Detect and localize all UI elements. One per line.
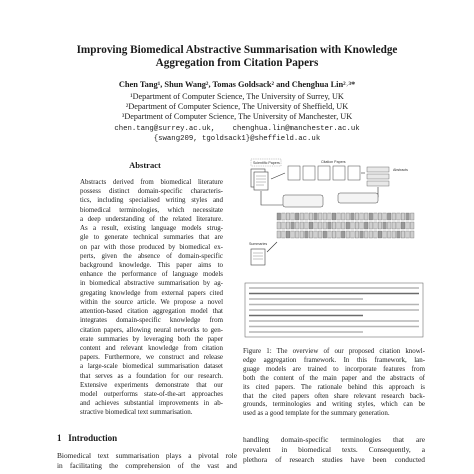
title-line-2: Aggregation from Citation Papers (155, 57, 319, 69)
affiliations (40, 92, 434, 123)
abstract-line: that serves as a foundation for our research. (80, 371, 223, 380)
token-cell (360, 213, 364, 220)
right-column-body (243, 435, 425, 465)
token-grid (277, 213, 414, 238)
abstract-line: tics, including specialised writing styles and (80, 196, 223, 205)
token-cell (318, 231, 322, 238)
token-cell (318, 222, 322, 229)
token-cell (410, 222, 414, 229)
token-cell (397, 231, 401, 238)
abstract-line: perts, given the absence of domain-specific (80, 251, 223, 260)
token-cell (314, 213, 318, 220)
intro-line: in facilitating the comprehension of the vast and (57, 461, 237, 470)
token-cell (355, 222, 359, 229)
token-cell (406, 222, 410, 229)
abstract-line: enhance the performance of language models (80, 270, 223, 279)
token-cell (332, 231, 336, 238)
abstract-line: biomedical terminologies, which necessitate (80, 205, 223, 214)
abstract-line: citation papers, allowing neural networks to gen- (80, 325, 223, 334)
token-cell (383, 222, 387, 229)
token-cell (277, 222, 281, 229)
abstract-line: background knowledge. This paper aims to (80, 260, 223, 269)
caption-line: Figure 1: The overview of our proposed citation knowl- (243, 347, 425, 355)
encoder-block (283, 193, 378, 207)
token-cell (328, 231, 332, 238)
token-cell (383, 213, 387, 220)
token-cell (374, 231, 378, 238)
rightcol-line: prevalent in biomedical texts. Consequently, a (243, 445, 425, 454)
citation-papers-label: Citation Papers (321, 160, 346, 164)
token-cell (332, 222, 336, 229)
token-cell (410, 231, 414, 238)
caption-line: its cited papers. The rationale behind this approach is (243, 382, 425, 391)
token-cell (346, 231, 350, 238)
caption-line: grounds, terminologies and writing styles, which can be (243, 400, 425, 409)
token-cell (378, 222, 382, 229)
token-cell (355, 231, 359, 238)
token-cell (392, 222, 396, 229)
token-cell (341, 213, 345, 220)
token-cell (300, 231, 304, 238)
token-cell (383, 231, 387, 238)
abstract-line: stractive biomedical text summarisation. (80, 408, 193, 417)
token-cell (277, 213, 281, 220)
email-line-2: {swang209, tgoldsack1}@sheffield.ac.uk (153, 135, 321, 143)
abstract-boxes (367, 167, 389, 186)
summary-paper-icon (251, 249, 265, 265)
rightcol-line: plethora of research studies have been conducted (243, 455, 425, 464)
token-cell (318, 213, 322, 220)
abstract-line: within the source article. We propose a novel (80, 297, 223, 306)
token-cell (286, 222, 290, 229)
token-cell (314, 231, 318, 238)
abstract-line: on par with those produced by biomedical ex- (80, 242, 223, 251)
abstract-line: gle to generate technical summaries that are (80, 233, 223, 242)
abstract-line: and achieves substantial improvements in ab- (80, 399, 223, 408)
token-cell (328, 213, 332, 220)
token-cell (305, 231, 309, 238)
token-cell (374, 213, 378, 220)
abstract-line: a large-scale biomedical summarisation dataset (80, 362, 223, 371)
token-cell (392, 213, 396, 220)
token-cell (397, 222, 401, 229)
abstract-body (80, 178, 223, 418)
token-cell (387, 213, 391, 220)
abstract-line: attention-based citation aggregation model that (80, 307, 223, 316)
affiliation-3: ³Department of Computer Science, The University of Manchester, UK (121, 112, 353, 122)
token-cell (295, 213, 299, 220)
token-cell (401, 231, 405, 238)
email-line-1: chen.tang@surrey.ac.uk, chenghua.lin@manchester.ac.uk (114, 125, 360, 133)
token-cell (286, 231, 290, 238)
abstract-line: Abstracts derived from biomedical literature (80, 178, 223, 186)
token-cell (286, 213, 290, 220)
abstract-line: possess distinct domain-specific characteris- (80, 187, 223, 196)
abstract-line: content and relevant knowledge from citation (80, 343, 223, 352)
token-cell (351, 213, 355, 220)
affiliation-2: ²Department of Computer Science, The University of Sheffield, UK (125, 102, 349, 112)
token-cell (337, 213, 341, 220)
token-cell (282, 231, 286, 238)
token-cell (323, 231, 327, 238)
abstract-line: a deep understanding of the related literature. (80, 214, 223, 223)
token-cell (360, 231, 364, 238)
abstract-line: erate summaries by leveraging both the paper (80, 334, 223, 343)
rightcol-line: handling domain-specific terminologies that are (243, 435, 425, 444)
token-cell (369, 231, 373, 238)
abstract-line: in biomedical abstractive summarisation by ag- (80, 279, 223, 288)
token-cell (314, 222, 318, 229)
intro-line: Biomedical text summarisation plays a pivotal role (57, 451, 237, 460)
abstract-line: integrates domain-specific knowledge from (80, 316, 223, 325)
token-cell (401, 213, 405, 220)
token-cell (369, 222, 373, 229)
caption-line: that the cited papers often share relevant research back- (243, 391, 425, 400)
token-cell (406, 213, 410, 220)
token-cell (300, 222, 304, 229)
token-cell (309, 222, 313, 229)
token-cell (387, 231, 391, 238)
token-cell (397, 213, 401, 220)
abstract-line: As a result, existing language models strug- (80, 224, 223, 233)
token-cell (364, 222, 368, 229)
summaries-label: Summaries (249, 242, 268, 246)
abstract-line: model outperforms state-of-the-art approaches (80, 390, 223, 399)
token-cell (305, 222, 309, 229)
token-cell (341, 222, 345, 229)
caption-line: guage models are trained to incorporate features from (243, 364, 425, 373)
token-cell (300, 213, 304, 220)
abstract-heading: Abstract (129, 160, 161, 170)
token-cell (277, 231, 281, 238)
token-cell (291, 213, 295, 220)
token-cell (351, 231, 355, 238)
title-line-1: Improving Biomedical Abstractive Summarisation with Knowledge (76, 44, 398, 56)
affiliation-1: ¹Department of Computer Science, The University of Surrey, UK (130, 92, 344, 101)
token-cell (337, 222, 341, 229)
token-cell (291, 222, 295, 229)
abstract-line: gregating knowledge from external papers cited (80, 288, 223, 297)
token-cell (410, 213, 414, 220)
token-cell (355, 213, 359, 220)
token-cell (378, 213, 382, 220)
token-cell (309, 213, 313, 220)
caption-line: used as a good template for the summary generation. (243, 409, 390, 418)
token-cell (341, 231, 345, 238)
token-cell (282, 222, 286, 229)
token-cell (406, 231, 410, 238)
abstract-line: papers. Furthermore, we construct and release (80, 353, 223, 362)
token-cell (305, 213, 309, 220)
token-cell (364, 213, 368, 220)
token-cell (332, 213, 336, 220)
token-cell (295, 231, 299, 238)
token-cell (364, 231, 368, 238)
paper-title (40, 44, 434, 70)
token-cell (387, 222, 391, 229)
token-cell (295, 222, 299, 229)
intro-body (57, 451, 237, 471)
paper-stack-icon (251, 169, 268, 190)
caption-line: both the content of the main paper and the abstracts of (243, 373, 425, 382)
overview-figure (243, 157, 426, 340)
token-cell (351, 222, 355, 229)
abstract-line: Extensive experiments demonstrate that our (80, 380, 223, 389)
email-addresses (40, 124, 434, 144)
token-cell (328, 222, 332, 229)
token-cell (282, 213, 286, 220)
token-cell (401, 222, 405, 229)
token-cell (360, 222, 364, 229)
output-arrow (267, 242, 277, 252)
author-list: Chen Tang¹, Shun Wang², Tomas Goldsack² and Chenghua Lin²˒³* (118, 80, 356, 89)
token-cell (309, 231, 313, 238)
token-cell (346, 213, 350, 220)
citation-papers-icon (288, 166, 360, 180)
caption-line: edge aggregation framework. In this framework, lan- (243, 355, 425, 364)
token-cell (323, 222, 327, 229)
figure-caption (243, 347, 425, 418)
token-cell (378, 231, 382, 238)
section-heading: 1 Introduction (57, 433, 118, 443)
scientific-papers-label: Scientific Papers (253, 161, 280, 165)
token-cell (346, 222, 350, 229)
token-cell (374, 222, 378, 229)
token-cell (392, 231, 396, 238)
token-cell (323, 213, 327, 220)
token-cell (337, 231, 341, 238)
abstracts-label: Abstracts (393, 168, 408, 172)
token-cell (369, 213, 373, 220)
token-cell (291, 231, 295, 238)
